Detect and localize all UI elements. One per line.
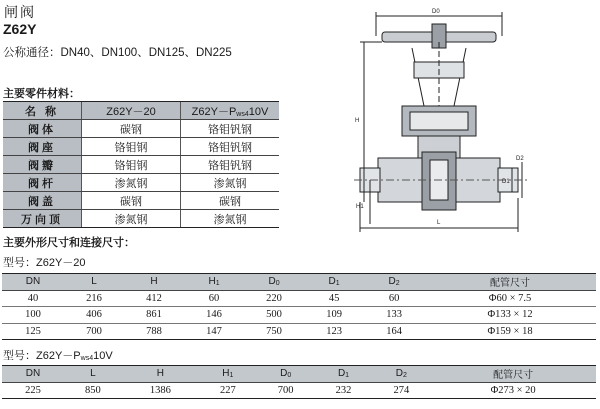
material-grade1: 碳钢 bbox=[82, 120, 181, 138]
materials-header-row bbox=[3, 102, 279, 120]
material-grade1: 渗氮钢 bbox=[82, 210, 181, 228]
col-d2: $D_2$ bbox=[364, 274, 424, 291]
cell-h1: 227 bbox=[199, 382, 257, 399]
part-name: 阀杆 bbox=[3, 174, 82, 192]
part-name: 阀座 bbox=[3, 138, 82, 156]
cell-h: 861 bbox=[124, 307, 184, 324]
cell-d2: 133 bbox=[364, 307, 424, 324]
table-row bbox=[2, 307, 596, 324]
col-pipe: 配管尺寸 bbox=[424, 274, 596, 291]
table-row bbox=[3, 156, 279, 174]
cell-l: 216 bbox=[64, 290, 124, 307]
cell-h1: 60 bbox=[184, 290, 244, 307]
material-grade1: 铬钼钢 bbox=[82, 138, 181, 156]
cell-d0: 700 bbox=[257, 382, 315, 399]
material-grade2: 碳钢 bbox=[181, 192, 280, 210]
cell-d0: 750 bbox=[244, 323, 304, 340]
table-row bbox=[2, 290, 596, 307]
col-pipe: 配管尺寸 bbox=[430, 366, 596, 383]
material-grade1: 碳钢 bbox=[82, 192, 181, 210]
cell-d0: 220 bbox=[244, 290, 304, 307]
mat-header-grade2: $Z62Y-P_{ws4}10V$ bbox=[181, 102, 280, 120]
col-l: L bbox=[64, 366, 122, 383]
col-h1: $H_1$ bbox=[199, 366, 257, 383]
cell-h1: 146 bbox=[184, 307, 244, 324]
cell-pipe: Φ133 × 12 bbox=[424, 307, 596, 324]
cell-d1: 45 bbox=[304, 290, 364, 307]
col-dn: DN bbox=[2, 366, 64, 383]
cell-d1: 109 bbox=[304, 307, 364, 324]
cell-d1: 123 bbox=[304, 323, 364, 340]
material-grade2: 渗氮钢 bbox=[181, 174, 280, 192]
col-dn: DN bbox=[2, 274, 64, 291]
cell-h: 412 bbox=[124, 290, 184, 307]
col-h: H bbox=[124, 274, 184, 291]
material-grade2: 铬钼钒钢 bbox=[181, 120, 280, 138]
table-row bbox=[3, 174, 279, 192]
mat-header-grade1: Z62Y－20 bbox=[82, 102, 181, 120]
label-h1: H1 bbox=[356, 204, 364, 210]
part-name: 阀体 bbox=[3, 120, 82, 138]
gate-valve-drawing bbox=[352, 2, 530, 234]
cell-dn: 40 bbox=[2, 290, 64, 307]
col-d1: $D_1$ bbox=[315, 366, 373, 383]
cell-dn: 225 bbox=[2, 382, 64, 399]
material-grade1: 铬钼钢 bbox=[82, 156, 181, 174]
model-code: Z62Y bbox=[3, 21, 37, 37]
label-d1: D1 bbox=[502, 179, 510, 185]
table-row bbox=[3, 120, 279, 138]
cell-d0: 500 bbox=[244, 307, 304, 324]
label-l: L bbox=[437, 220, 441, 226]
dimensions-table-type2 bbox=[2, 365, 596, 399]
dimensions-table-type1 bbox=[2, 273, 596, 340]
table-row bbox=[2, 382, 596, 399]
table-row bbox=[2, 323, 596, 340]
col-d0: $D_0$ bbox=[244, 274, 304, 291]
dim-header-row bbox=[2, 366, 596, 383]
col-d1: $D_1$ bbox=[304, 274, 364, 291]
label-d2: D2 bbox=[516, 156, 524, 162]
cell-h1: 147 bbox=[184, 323, 244, 340]
cell-pipe: Φ159 × 18 bbox=[424, 323, 596, 340]
col-d2: $D_2$ bbox=[372, 366, 430, 383]
table-row bbox=[3, 138, 279, 156]
mat-header-name: 名 称 bbox=[3, 102, 82, 120]
cell-pipe: Φ273 × 20 bbox=[430, 382, 596, 399]
cell-l: 850 bbox=[64, 382, 122, 399]
material-grade1: 渗氮钢 bbox=[82, 174, 181, 192]
cell-l: 406 bbox=[64, 307, 124, 324]
col-h1: $H_1$ bbox=[184, 274, 244, 291]
cell-dn: 125 bbox=[2, 323, 64, 340]
material-grade2: 铬钼钒钢 bbox=[181, 156, 280, 174]
cell-pipe: Φ60 × 7.5 bbox=[424, 290, 596, 307]
part-name: 万向顶 bbox=[3, 210, 82, 228]
col-l: L bbox=[64, 274, 124, 291]
nominal-sizes: 公称通径：DN40、DN100、DN125、DN225 bbox=[3, 47, 232, 59]
materials-heading: 主要零件材料： bbox=[3, 88, 80, 100]
cell-l: 700 bbox=[64, 323, 124, 340]
label-h: H bbox=[355, 118, 360, 124]
page-title: 闸阀 bbox=[4, 4, 36, 20]
table-row bbox=[3, 210, 279, 228]
label-d0: D0 bbox=[432, 9, 440, 15]
cell-h: 1386 bbox=[122, 382, 199, 399]
part-name: 阀盖 bbox=[3, 192, 82, 210]
material-grade2: 铬钼钒钢 bbox=[181, 138, 280, 156]
col-h: H bbox=[122, 366, 199, 383]
materials-table bbox=[3, 101, 279, 228]
cell-h: 788 bbox=[124, 323, 184, 340]
dimensions-heading: 主要外形尺寸和连接尺寸： bbox=[3, 237, 135, 249]
cell-d2: 60 bbox=[364, 290, 424, 307]
cell-d2: 274 bbox=[372, 382, 430, 399]
cell-d2: 164 bbox=[364, 323, 424, 340]
part-name: 阀瓣 bbox=[3, 156, 82, 174]
cell-d1: 232 bbox=[315, 382, 373, 399]
type2-label: 型号：$Z62Y-P_{ws4}10V$ bbox=[3, 350, 113, 362]
cell-dn: 100 bbox=[2, 307, 64, 324]
dim-header-row bbox=[2, 274, 596, 291]
col-d0: $D_0$ bbox=[257, 366, 315, 383]
table-row bbox=[3, 192, 279, 210]
type1-label: 型号：Z62Y－20 bbox=[3, 257, 86, 269]
material-grade2: 渗氮钢 bbox=[181, 210, 280, 228]
